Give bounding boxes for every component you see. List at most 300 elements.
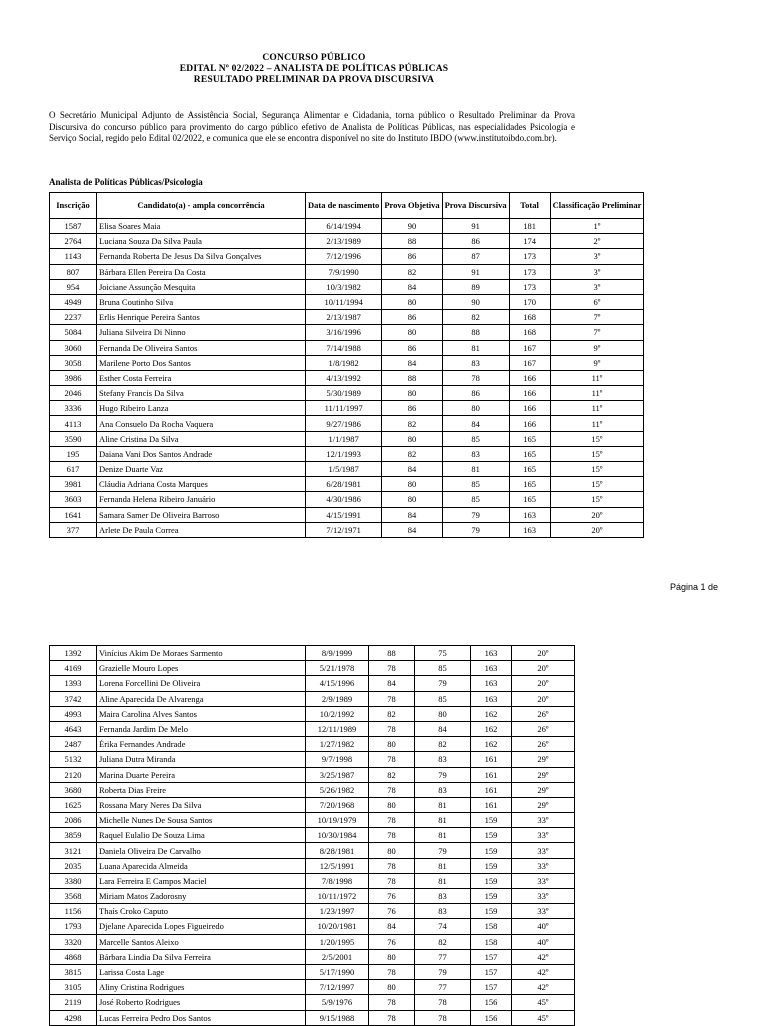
- table-row: [50, 646, 575, 661]
- cell-total: 181: [509, 219, 550, 234]
- cell-classificacao: 45º: [512, 995, 575, 1010]
- cell-prova-discursiva: 81: [415, 858, 471, 873]
- cell-total: 163: [471, 661, 512, 676]
- table-row: [50, 492, 644, 507]
- table-header-row: [50, 193, 644, 219]
- cell-total: 167: [509, 355, 550, 370]
- cell-total: 161: [471, 797, 512, 812]
- table-row: [50, 355, 644, 370]
- cell-candidato: Miriam Matos Zadorosny: [97, 889, 306, 904]
- cell-classificacao: 7º: [550, 325, 644, 340]
- cell-candidato: Elisa Soares Maia: [97, 219, 306, 234]
- table-row: [50, 431, 644, 446]
- cell-data-nascimento: 7/8/1998: [306, 873, 369, 888]
- cell-data-nascimento: 1/1/1987: [306, 431, 382, 446]
- cell-prova-discursiva: 74: [415, 919, 471, 934]
- cell-total: 165: [509, 446, 550, 461]
- cell-candidato: Marina Duarte Pereira: [97, 767, 306, 782]
- cell-data-nascimento: 5/30/1989: [306, 386, 382, 401]
- cell-prova-objetiva: 76: [369, 934, 415, 949]
- cell-candidato: Samara Samer De Oliveira Barroso: [97, 507, 306, 522]
- cell-inscricao: 4298: [50, 1010, 97, 1025]
- cell-prova-objetiva: 78: [369, 1010, 415, 1025]
- cell-classificacao: 29º: [512, 782, 575, 797]
- cell-data-nascimento: 8/9/1999: [306, 646, 369, 661]
- cell-prova-discursiva: 85: [415, 691, 471, 706]
- cell-classificacao: 26º: [512, 737, 575, 752]
- cell-classificacao: 15º: [550, 477, 644, 492]
- cell-data-nascimento: 7/12/1971: [306, 522, 382, 537]
- cell-candidato: Luana Aparecida Almeida: [97, 858, 306, 873]
- results-table-page-1: [49, 192, 644, 538]
- cell-prova-objetiva: 78: [369, 752, 415, 767]
- cell-prova-objetiva: 84: [369, 676, 415, 691]
- cell-total: 162: [471, 721, 512, 736]
- cell-inscricao: 4169: [50, 661, 97, 676]
- table-row: [50, 964, 575, 979]
- table-row: [50, 219, 644, 234]
- cell-classificacao: 33º: [512, 828, 575, 843]
- cell-data-nascimento: 5/17/1990: [306, 964, 369, 979]
- cell-prova-objetiva: 84: [382, 507, 442, 522]
- cell-total: 162: [471, 737, 512, 752]
- table-row: [50, 889, 575, 904]
- cell-classificacao: 40º: [512, 934, 575, 949]
- cell-prova-objetiva: 76: [369, 904, 415, 919]
- column-header-prova-discursiva: Prova Discursiva: [442, 193, 509, 219]
- cell-prova-discursiva: 79: [415, 767, 471, 782]
- table-row: [50, 706, 575, 721]
- cell-inscricao: 1587: [50, 219, 97, 234]
- cell-data-nascimento: 10/11/1972: [306, 889, 369, 904]
- cell-classificacao: 15º: [550, 431, 644, 446]
- cell-inscricao: 3603: [50, 492, 97, 507]
- cell-total: 157: [471, 964, 512, 979]
- cell-inscricao: 1625: [50, 797, 97, 812]
- cell-candidato: Denize Duarte Vaz: [97, 462, 306, 477]
- cell-classificacao: 29º: [512, 752, 575, 767]
- cell-prova-objetiva: 80: [382, 477, 442, 492]
- cell-total: 157: [471, 949, 512, 964]
- cell-prova-discursiva: 85: [442, 492, 509, 507]
- cell-total: 170: [509, 294, 550, 309]
- table-row: [50, 721, 575, 736]
- cell-total: 163: [471, 691, 512, 706]
- cell-total: 159: [471, 873, 512, 888]
- cell-prova-discursiva: 91: [442, 264, 509, 279]
- table-row: [50, 401, 644, 416]
- cell-total: 166: [509, 370, 550, 385]
- table-row: [50, 828, 575, 843]
- cell-data-nascimento: 9/15/1988: [306, 1010, 369, 1025]
- table-row: [50, 477, 644, 492]
- table-row: [50, 737, 575, 752]
- cell-inscricao: 4949: [50, 294, 97, 309]
- cell-inscricao: 2237: [50, 310, 97, 325]
- cell-candidato: Érika Fernandes Andrade: [97, 737, 306, 752]
- cell-candidato: Lucas Ferreira Pedro Dos Santos: [97, 1010, 306, 1025]
- table-row: [50, 904, 575, 919]
- cell-prova-objetiva: 80: [369, 980, 415, 995]
- cell-prova-objetiva: 84: [382, 462, 442, 477]
- cell-classificacao: 2º: [550, 234, 644, 249]
- cell-prova-objetiva: 78: [369, 661, 415, 676]
- cell-total: 156: [471, 1010, 512, 1025]
- cell-classificacao: 42º: [512, 949, 575, 964]
- cell-total: 163: [509, 507, 550, 522]
- table-row: [50, 661, 575, 676]
- cell-classificacao: 33º: [512, 813, 575, 828]
- cell-inscricao: 1393: [50, 676, 97, 691]
- cell-inscricao: 617: [50, 462, 97, 477]
- column-header-total: Total: [509, 193, 550, 219]
- cell-classificacao: 15º: [550, 446, 644, 461]
- cell-data-nascimento: 3/25/1987: [306, 767, 369, 782]
- table-row: [50, 919, 575, 934]
- cell-classificacao: 33º: [512, 904, 575, 919]
- cell-classificacao: 3º: [550, 249, 644, 264]
- results-table-page-2: [49, 645, 575, 1026]
- cell-candidato: José Roberto Rodrigues: [97, 995, 306, 1010]
- cell-prova-discursiva: 82: [415, 737, 471, 752]
- cell-data-nascimento: 1/5/1987: [306, 462, 382, 477]
- cell-candidato: Djelane Aparecida Lopes Figueiredo: [97, 919, 306, 934]
- cell-prova-discursiva: 81: [415, 828, 471, 843]
- cell-data-nascimento: 3/16/1996: [306, 325, 382, 340]
- table-row: [50, 934, 575, 949]
- header-line-3: RESULTADO PRELIMINAR DA PROVA DISCURSIVA: [193, 75, 435, 85]
- cell-prova-discursiva: 82: [442, 310, 509, 325]
- cell-inscricao: 3742: [50, 691, 97, 706]
- cell-prova-objetiva: 80: [382, 431, 442, 446]
- cell-prova-objetiva: 80: [369, 797, 415, 812]
- cell-candidato: Marcelle Santos Aleixo: [97, 934, 306, 949]
- cell-inscricao: 377: [50, 522, 97, 537]
- cell-total: 158: [471, 934, 512, 949]
- cell-prova-objetiva: 78: [369, 691, 415, 706]
- cell-prova-objetiva: 88: [369, 646, 415, 661]
- cell-prova-discursiva: 81: [415, 797, 471, 812]
- cell-candidato: Michelle Nunes De Sousa Santos: [97, 813, 306, 828]
- cell-prova-discursiva: 83: [415, 782, 471, 797]
- cell-prova-discursiva: 83: [415, 752, 471, 767]
- cell-data-nascimento: 4/13/1992: [306, 370, 382, 385]
- cell-data-nascimento: 1/8/1982: [306, 355, 382, 370]
- cell-prova-objetiva: 78: [369, 721, 415, 736]
- cell-candidato: Juliana Silveira Di Ninno: [97, 325, 306, 340]
- cell-candidato: Thaís Croko Caputo: [97, 904, 306, 919]
- cell-total: 166: [509, 416, 550, 431]
- table-row: [50, 752, 575, 767]
- cell-inscricao: 5084: [50, 325, 97, 340]
- table-row: [50, 386, 644, 401]
- table-row: [50, 310, 644, 325]
- cell-prova-objetiva: 84: [382, 355, 442, 370]
- cell-total: 165: [509, 492, 550, 507]
- cell-prova-discursiva: 86: [442, 234, 509, 249]
- cell-candidato: Fernanda De Oliveira Santos: [97, 340, 306, 355]
- cell-data-nascimento: 12/5/1991: [306, 858, 369, 873]
- cell-inscricao: 4868: [50, 949, 97, 964]
- cell-inscricao: 3590: [50, 431, 97, 446]
- cell-prova-objetiva: 90: [382, 219, 442, 234]
- cell-prova-discursiva: 90: [442, 294, 509, 309]
- table-row: [50, 249, 644, 264]
- cell-candidato: Fernanda Jardim De Melo: [97, 721, 306, 736]
- cell-total: 163: [471, 646, 512, 661]
- cell-prova-discursiva: 78: [415, 1010, 471, 1025]
- cell-data-nascimento: 1/23/1997: [306, 904, 369, 919]
- cell-total: 165: [509, 462, 550, 477]
- cell-candidato: Rossana Mary Neres Da Silva: [97, 797, 306, 812]
- cell-prova-discursiva: 89: [442, 279, 509, 294]
- cell-total: 168: [509, 310, 550, 325]
- cell-prova-discursiva: 80: [442, 401, 509, 416]
- cell-total: 157: [471, 980, 512, 995]
- cell-total: 173: [509, 249, 550, 264]
- cell-prova-objetiva: 88: [382, 370, 442, 385]
- cell-data-nascimento: 10/30/1984: [306, 828, 369, 843]
- cell-inscricao: 3060: [50, 340, 97, 355]
- cell-total: 162: [471, 706, 512, 721]
- cell-data-nascimento: 12/11/1989: [306, 721, 369, 736]
- cell-data-nascimento: 7/12/1996: [306, 249, 382, 264]
- cell-total: 165: [509, 431, 550, 446]
- cell-prova-objetiva: 86: [382, 340, 442, 355]
- table-row: [50, 279, 644, 294]
- cell-classificacao: 40º: [512, 919, 575, 934]
- cell-candidato: Aliny Cristina Rodrigues: [97, 980, 306, 995]
- cell-prova-discursiva: 79: [442, 522, 509, 537]
- cell-data-nascimento: 7/20/1968: [306, 797, 369, 812]
- cell-inscricao: 4993: [50, 706, 97, 721]
- cell-inscricao: 2119: [50, 995, 97, 1010]
- cell-inscricao: 3981: [50, 477, 97, 492]
- cell-prova-objetiva: 80: [369, 737, 415, 752]
- cell-data-nascimento: 6/14/1994: [306, 219, 382, 234]
- cell-candidato: Bárbara Ellen Pereira Da Costa: [97, 264, 306, 279]
- cell-prova-objetiva: 86: [382, 401, 442, 416]
- cell-candidato: Lara Ferreira E Campos Maciel: [97, 873, 306, 888]
- table-row: [50, 676, 575, 691]
- column-header-prova-objetiva: Prova Objetiva: [382, 193, 442, 219]
- cell-total: 168: [509, 325, 550, 340]
- table-row: [50, 843, 575, 858]
- cell-classificacao: 3º: [550, 279, 644, 294]
- cell-total: 161: [471, 767, 512, 782]
- cell-candidato: Fernanda Helena Ribeiro Januário: [97, 492, 306, 507]
- cell-classificacao: 20º: [512, 646, 575, 661]
- column-header-data-nascimento: Data de nascimento: [306, 193, 382, 219]
- cell-prova-discursiva: 78: [415, 995, 471, 1010]
- cell-data-nascimento: 1/20/1995: [306, 934, 369, 949]
- cell-classificacao: 20º: [512, 661, 575, 676]
- cell-data-nascimento: 10/11/1994: [306, 294, 382, 309]
- cell-prova-objetiva: 78: [369, 995, 415, 1010]
- cell-prova-objetiva: 76: [369, 889, 415, 904]
- cell-prova-objetiva: 80: [369, 949, 415, 964]
- cell-classificacao: 9º: [550, 340, 644, 355]
- cell-prova-discursiva: 85: [442, 477, 509, 492]
- cell-data-nascimento: 5/9/1976: [306, 995, 369, 1010]
- cell-prova-discursiva: 86: [442, 386, 509, 401]
- cell-inscricao: 1143: [50, 249, 97, 264]
- cell-candidato: Daiana Vani Dos Santos Andrade: [97, 446, 306, 461]
- cell-prova-objetiva: 80: [382, 492, 442, 507]
- intro-paragraph: O Secretário Municipal Adjunto de Assistência Social, Segurança Alimentar e Cidadania, torna público o Resultado Preliminar da Prova Discursiva do concurso público para provimento do cargo público efetivo de Analista de Políticas Públicas, nas especialidades Psicologia e Serviço Social, regido pelo Edital 02/2022, e comunica que ele se encontra disponível no site do Instituto IBDO (www.institutoibdo.com.br).: [49, 110, 575, 143]
- table-row: [50, 234, 644, 249]
- table-row: [50, 691, 575, 706]
- cell-inscricao: 1392: [50, 646, 97, 661]
- cell-classificacao: 11º: [550, 401, 644, 416]
- cell-prova-discursiva: 84: [442, 416, 509, 431]
- cell-classificacao: 3º: [550, 264, 644, 279]
- cell-prova-objetiva: 78: [369, 858, 415, 873]
- cell-total: 159: [471, 904, 512, 919]
- cell-prova-objetiva: 84: [382, 522, 442, 537]
- cell-classificacao: 15º: [550, 462, 644, 477]
- cell-total: 166: [509, 386, 550, 401]
- header-line-1: CONCURSO PÚBLICO: [262, 53, 366, 63]
- cell-prova-discursiva: 81: [415, 873, 471, 888]
- cell-candidato: Fernanda Roberta De Jesus Da Silva Gonçalves: [97, 249, 306, 264]
- cell-inscricao: 954: [50, 279, 97, 294]
- cell-candidato: Vinícius Akim De Moraes Sarmento: [97, 646, 306, 661]
- cell-candidato: Grazielle Mouro Lopes: [97, 661, 306, 676]
- cell-classificacao: 29º: [512, 797, 575, 812]
- cell-candidato: Arlete De Paula Correa: [97, 522, 306, 537]
- column-header-candidato: Candidato(a) - ampla concorrência: [97, 193, 306, 219]
- cell-prova-objetiva: 82: [369, 706, 415, 721]
- cell-candidato: Aline Cristina Da Silva: [97, 431, 306, 446]
- cell-candidato: Juliana Dutra Miranda: [97, 752, 306, 767]
- cell-prova-objetiva: 78: [369, 828, 415, 843]
- cell-data-nascimento: 2/5/2001: [306, 949, 369, 964]
- cell-prova-discursiva: 79: [415, 843, 471, 858]
- cell-inscricao: 2487: [50, 737, 97, 752]
- cell-prova-objetiva: 78: [369, 873, 415, 888]
- cell-prova-discursiva: 83: [442, 446, 509, 461]
- cell-candidato: Marilene Porto Dos Santos: [97, 355, 306, 370]
- table-row: [50, 797, 575, 812]
- cell-data-nascimento: 9/7/1998: [306, 752, 369, 767]
- cell-inscricao: 5132: [50, 752, 97, 767]
- table-row: [50, 264, 644, 279]
- cell-classificacao: 29º: [512, 767, 575, 782]
- cell-data-nascimento: 10/20/1981: [306, 919, 369, 934]
- cell-total: 167: [509, 340, 550, 355]
- table-row: [50, 767, 575, 782]
- table-row: [50, 370, 644, 385]
- cell-data-nascimento: 1/27/1982: [306, 737, 369, 752]
- cell-total: 161: [471, 752, 512, 767]
- cell-inscricao: 3336: [50, 401, 97, 416]
- cell-classificacao: 42º: [512, 980, 575, 995]
- cell-total: 159: [471, 828, 512, 843]
- cell-prova-discursiva: 75: [415, 646, 471, 661]
- table-row: [50, 294, 644, 309]
- column-header-inscricao: Inscrição: [50, 193, 97, 219]
- cell-classificacao: 11º: [550, 370, 644, 385]
- cell-inscricao: 807: [50, 264, 97, 279]
- table-row: [50, 873, 575, 888]
- cell-total: 159: [471, 858, 512, 873]
- cell-data-nascimento: 12/1/1993: [306, 446, 382, 461]
- cell-data-nascimento: 7/12/1997: [306, 980, 369, 995]
- cell-prova-objetiva: 82: [382, 264, 442, 279]
- cell-prova-objetiva: 82: [382, 416, 442, 431]
- cell-prova-objetiva: 86: [382, 310, 442, 325]
- cell-candidato: Cláudia Adriana Costa Marques: [97, 477, 306, 492]
- cell-inscricao: 3380: [50, 873, 97, 888]
- cell-prova-discursiva: 79: [442, 507, 509, 522]
- cell-inscricao: 3105: [50, 980, 97, 995]
- table-row: [50, 522, 644, 537]
- cell-data-nascimento: 9/27/1986: [306, 416, 382, 431]
- cell-prova-objetiva: 82: [382, 446, 442, 461]
- cell-data-nascimento: 8/28/1981: [306, 843, 369, 858]
- cell-inscricao: 4643: [50, 721, 97, 736]
- cell-total: 163: [471, 676, 512, 691]
- cell-data-nascimento: 10/19/1979: [306, 813, 369, 828]
- cell-prova-discursiva: 77: [415, 980, 471, 995]
- cell-prova-discursiva: 81: [442, 462, 509, 477]
- cell-inscricao: 3859: [50, 828, 97, 843]
- cell-data-nascimento: 11/11/1997: [306, 401, 382, 416]
- cell-candidato: Aline Aparecida De Alvarenga: [97, 691, 306, 706]
- document-header: [0, 53, 628, 86]
- cell-prova-objetiva: 80: [382, 386, 442, 401]
- cell-candidato: Larissa Costa Lage: [97, 964, 306, 979]
- cell-total: 166: [509, 401, 550, 416]
- cell-total: 161: [471, 782, 512, 797]
- cell-data-nascimento: 6/28/1981: [306, 477, 382, 492]
- cell-prova-discursiva: 81: [415, 813, 471, 828]
- table-row: [50, 949, 575, 964]
- cell-prova-discursiva: 79: [415, 676, 471, 691]
- cell-classificacao: 33º: [512, 858, 575, 873]
- cell-prova-discursiva: 88: [442, 325, 509, 340]
- cell-total: 173: [509, 279, 550, 294]
- cell-candidato: Roberta Dias Freire: [97, 782, 306, 797]
- cell-candidato: Luciana Souza Da Silva Paula: [97, 234, 306, 249]
- cell-prova-objetiva: 86: [382, 249, 442, 264]
- cell-candidato: Esther Costa Ferreira: [97, 370, 306, 385]
- cell-total: 156: [471, 995, 512, 1010]
- header-line-2: EDITAL Nº 02/2022 – ANALISTA DE POLÍTICAS PÚBLICAS: [179, 64, 449, 74]
- cell-data-nascimento: 10/3/1982: [306, 279, 382, 294]
- cell-candidato: Joiciane Assunção Mesquita: [97, 279, 306, 294]
- table-row: [50, 507, 644, 522]
- cell-classificacao: 20º: [550, 522, 644, 537]
- cell-inscricao: 3815: [50, 964, 97, 979]
- table-row: [50, 462, 644, 477]
- cell-candidato: Raquel Eulalio De Souza Lima: [97, 828, 306, 843]
- cell-prova-discursiva: 77: [415, 949, 471, 964]
- cell-candidato: Ana Consuelo Da Rocha Vaquera: [97, 416, 306, 431]
- cell-prova-discursiva: 91: [442, 219, 509, 234]
- cell-data-nascimento: 4/30/1986: [306, 492, 382, 507]
- cell-inscricao: 2086: [50, 813, 97, 828]
- cell-total: 159: [471, 889, 512, 904]
- cell-candidato: Daniela Oliveira De Carvalho: [97, 843, 306, 858]
- cell-data-nascimento: 2/13/1989: [306, 234, 382, 249]
- page-footer: Página 1 de: [669, 582, 718, 592]
- cell-classificacao: 11º: [550, 386, 644, 401]
- cell-inscricao: 195: [50, 446, 97, 461]
- cell-classificacao: 33º: [512, 889, 575, 904]
- cell-prova-objetiva: 84: [369, 919, 415, 934]
